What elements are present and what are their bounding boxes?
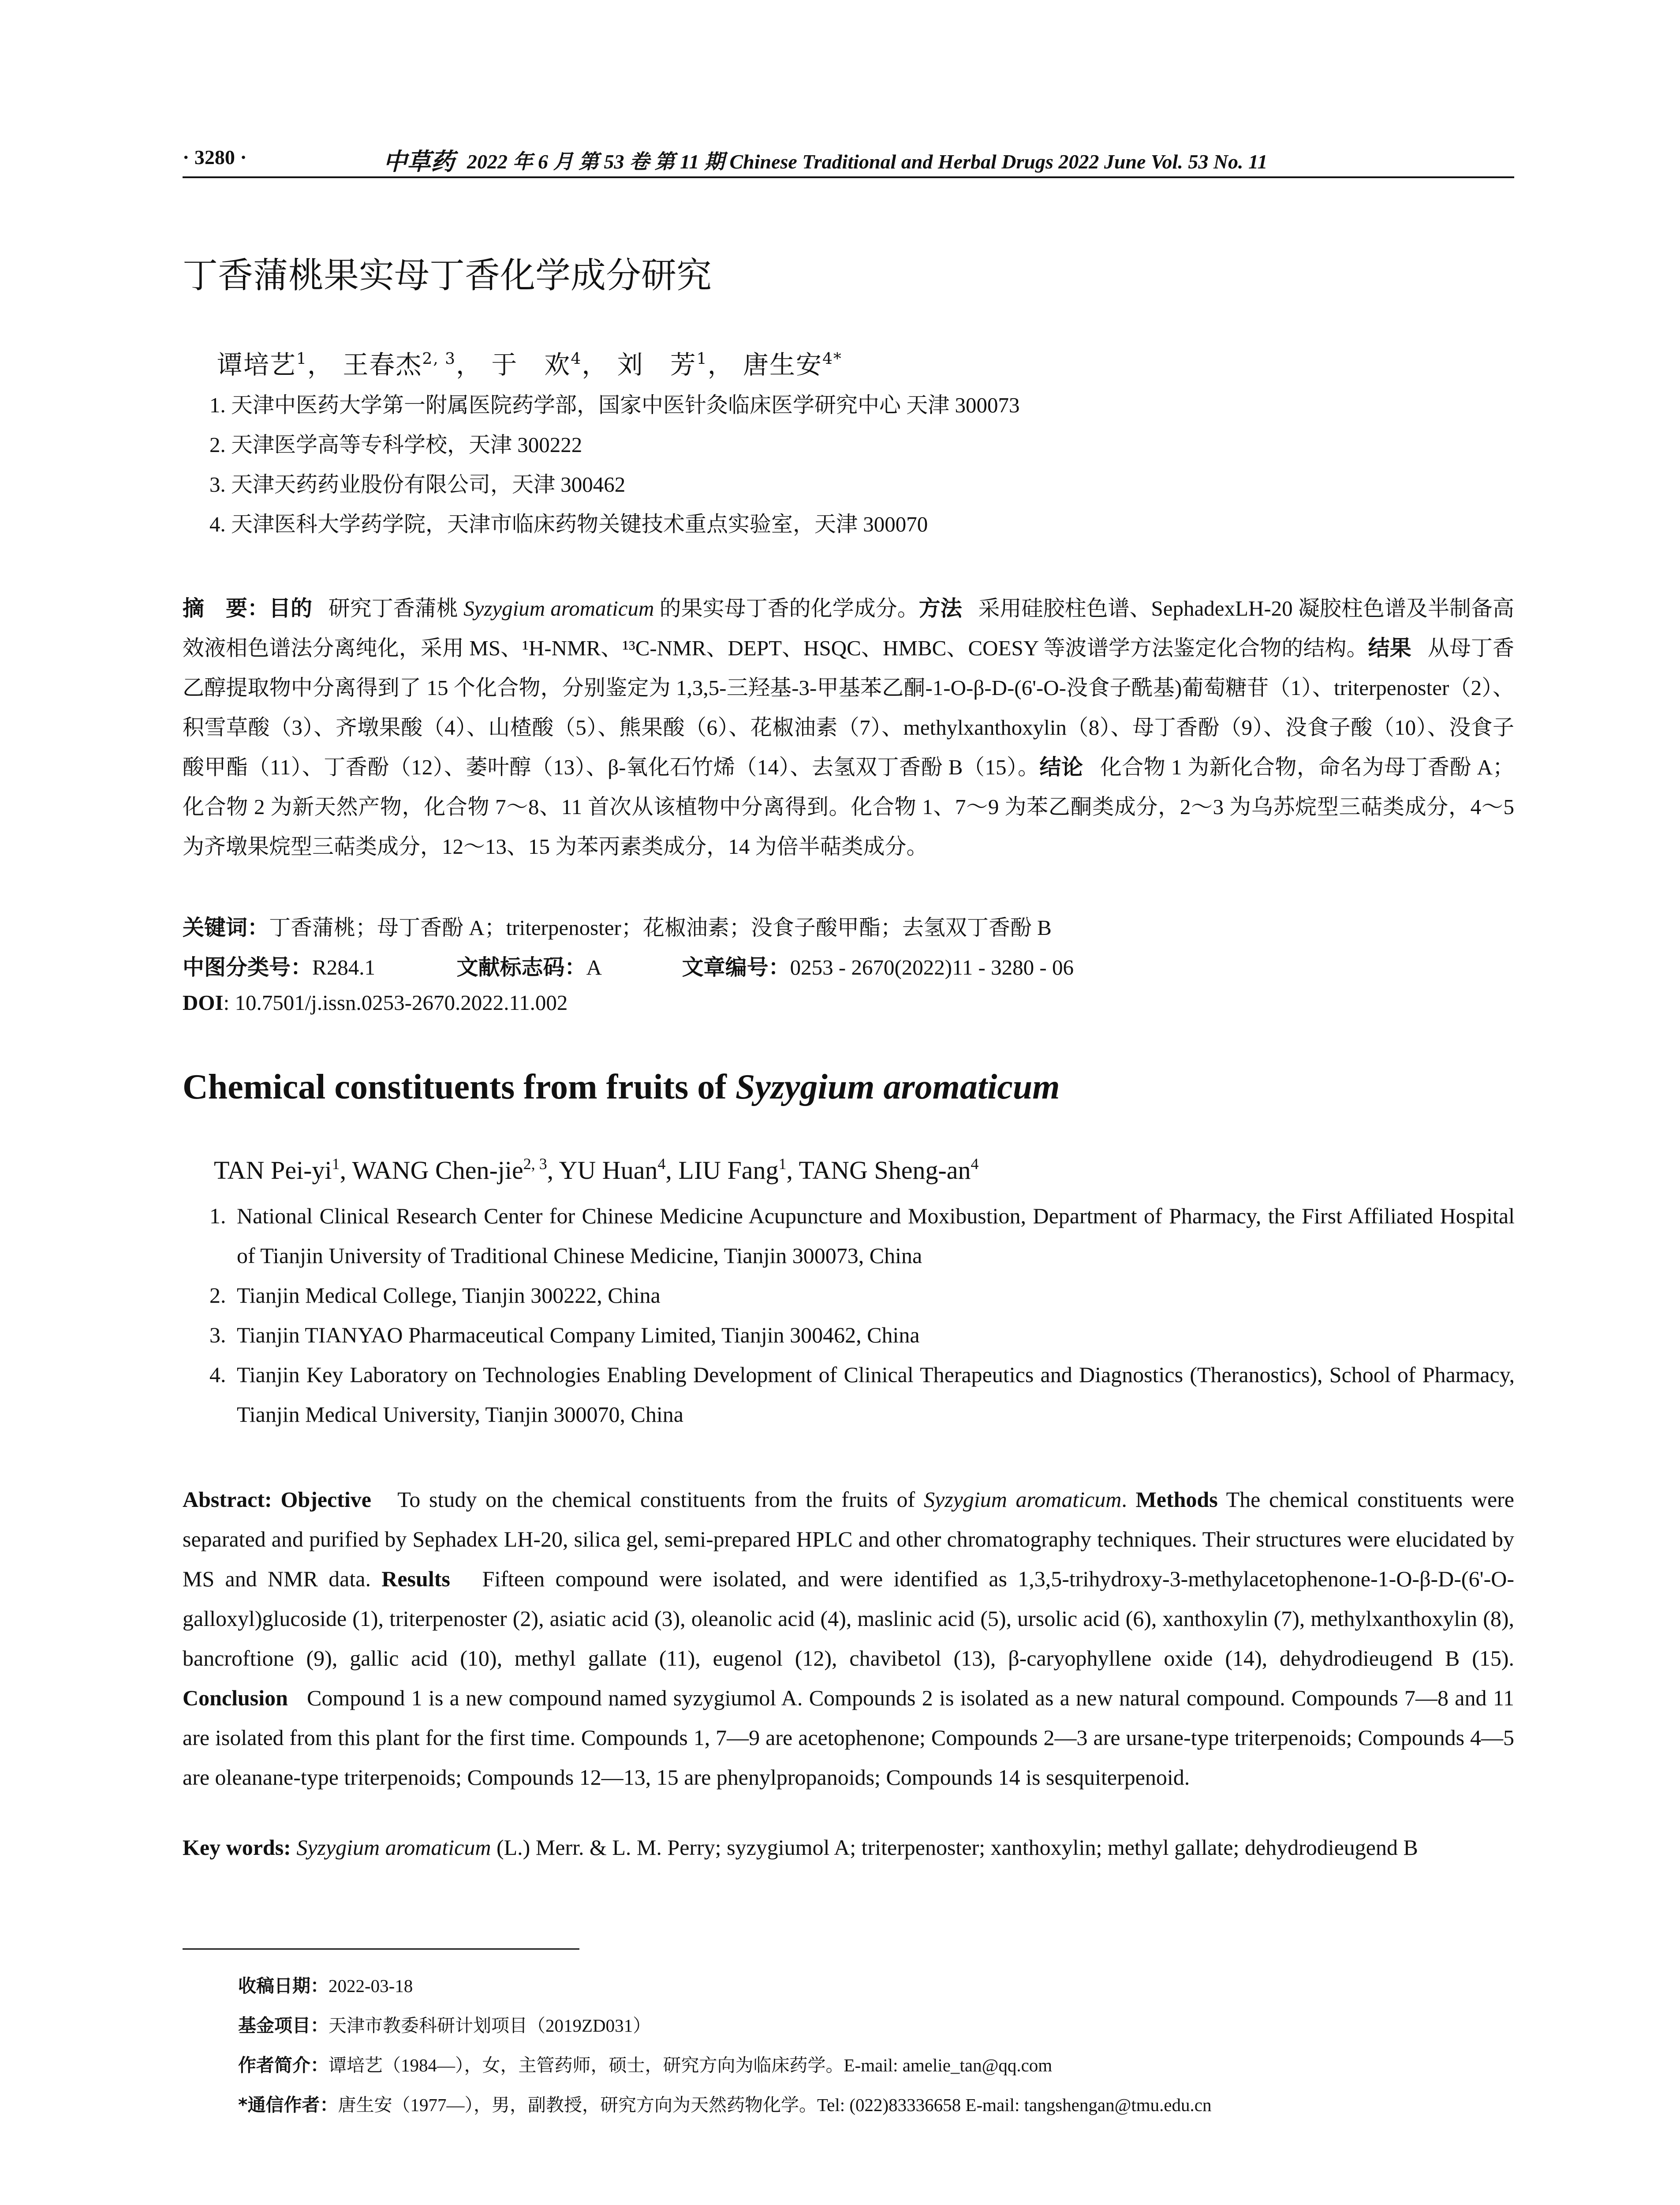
- journal-issue-info: 2022 年 6 月 第 53 卷 第 11 期 Chinese Traditional and Herbal Drugs 2022 June Vol. 53 No. 11: [467, 150, 1268, 173]
- author-cn: 唐生安$^{4*}$: [743, 349, 842, 380]
- author-cn: 王春杰$^{2, 3}$: [343, 349, 456, 380]
- affiliation-en: 1. National Clinical Research Center for Chinese Medicine Acupuncture and Moxibustion, Department of Pharmacy, the First Affiliated Hospital of Tianjin University of Traditional Chinese Medicine, Tianjin 300073, China: [209, 1203, 1515, 1268]
- affiliation-cn: 4. 天津医科大学药学院，天津市临床药物关键技术重点实验室，天津 300070: [209, 512, 928, 536]
- journal-name-cn: 中草药: [383, 147, 455, 176]
- page-number: · 3280 ·: [183, 146, 247, 168]
- author-cn: 刘 芳$^1$: [617, 349, 708, 380]
- affiliation-en: 2. Tianjin Medical College, Tianjin 300222, China: [209, 1283, 661, 1308]
- species-name: Syzygium aromaticum: [735, 1068, 1060, 1106]
- footnote-corresponding: *通信作者：唐生安（1977—），男，副教授，研究方向为天然药物化学。Tel: (022)83336658 E-mail: tangshengan@tmu.edu.cn: [238, 2094, 1212, 2115]
- affiliation-en: 3. Tianjin TIANYAO Pharmaceutical Company Limited, Tianjin 300462, China: [209, 1323, 920, 1347]
- author-en: TAN Pei-$yi^1$: [214, 1155, 340, 1185]
- classification-line: 中图分类号：R284.1 文献标志码：A 文章编号：0253 - 2670(2022)11 - 3280 - 06: [183, 955, 1074, 980]
- footnote-received: 收稿日期：2022-03-18: [238, 1975, 413, 1996]
- methods-label: Methods: [1135, 1487, 1218, 1512]
- keywords-en: Key words: Syzygium aromaticum (L.) Merr. & L. M. Perry; syzygiumol A; triterpenoster; xanthoxylin; methyl gallate; dehydrodieugend B: [183, 1835, 1418, 1860]
- objective-label: 目的: [269, 596, 313, 621]
- abstract-label: 摘 要：: [183, 596, 269, 621]
- abstract-en: Abstract: Objective To study on the chemical constituents from the fruits of Syzygium aromaticum. Methods The chemical constituents were separated and purified by Sephadex LH-20, silica gel, semi-prepared HPLC and other chromatography techniques. Their structures were elucidated by MS and NMR data. Results Fifteen compound were isolated, and were identified as 1,3,5-trihydroxy-3-methylacetophenone-1-O-β-D-(6'-O-galloxyl)glucoside (1), triterpenoster (2), asiatic acid (3), oleanolic acid (4), maslinic acid (5), ursolic acid (6), xanthoxylin (7), methylxanthoxylin (8), bancroftione (9), gallic acid (10), methyl gallate (11), eugenol (12), chavibetol (13), β-caryophyllene oxide (14), dehydrodieugend B (15). Conclusion Compound 1 is a new compound named syzygiumol A. Compounds 2 is isolated as a new natural compound. Compounds 7—8 and 11 are isolated from this plant for the first time. Compounds 1, 7—9 are acetophenone; Compounds 2—3 are ursane-type triterpenoids; Compounds 4—5 are oleanane-type triterpenoids; Compounds 12—13, 15 are phenylpropanoids; Compounds 14 is sesquiterpenoid.: [183, 1487, 1514, 1790]
- author-en: TANG Sheng-$an^4$: [799, 1155, 979, 1185]
- conclusion-label: Conclusion: [183, 1686, 288, 1710]
- title-cn: 丁香蒲桃果实母丁香化学成分研究: [183, 255, 712, 296]
- methods-label: 方法: [918, 596, 962, 621]
- author-en: YU Huan$^4$: [559, 1155, 666, 1185]
- affiliation-cn: 1. 天津中医药大学第一附属医院药学部，国家中医针灸临床医学研究中心 天津 300073: [209, 393, 1020, 417]
- author-cn: 谭培艺$^1$: [217, 349, 307, 380]
- title-en: Chemical constituents from fruits of Syzygium aromaticum: [183, 1068, 1060, 1106]
- results-label: Results: [381, 1566, 450, 1591]
- keywords-cn: 关键词：丁香蒲桃；母丁香酚 A；triterpenoster；花椒油素；没食子酸甲酯；去氢双丁香酚 B: [183, 915, 1052, 940]
- affiliation-cn: 3. 天津天药药业股份有限公司，天津 300462: [209, 472, 626, 497]
- objective-label: Objective: [280, 1487, 371, 1512]
- running-header: [183, 146, 1514, 177]
- species-name: Syzygium aromaticum: [923, 1487, 1122, 1512]
- species-name: Syzygium aromaticum: [463, 596, 654, 620]
- author-en: LIU Fang$^1$: [678, 1155, 787, 1185]
- results-label: 结果: [1368, 635, 1411, 661]
- author-en: WANG Chen-jie$^{2, 3}$: [352, 1155, 547, 1185]
- doi-line: DOI: 10.7501/j.issn.0253-2670.2022.11.002: [183, 990, 568, 1015]
- authors-en: TAN Pei-$yi^1$, WANG Chen-jie$^{2, 3}$, YU Huan$^4$, LIU Fang$^1$, TANG Sheng-$an^4$: [214, 1155, 979, 1185]
- author-cn: 于 欢$^4$: [491, 349, 582, 380]
- abstract-label: Abstract:: [183, 1487, 272, 1512]
- authors-cn: 谭培艺$^1$， 王春杰$^{2, 3}$， 于 欢$^4$， 刘 芳$^1$， 唐生安$^{4*}$: [217, 349, 842, 380]
- affiliation-en: 4. Tianjin Key Laboratory on Technologies Enabling Development of Clinical Therapeutics and Diagnostics (Theranostics), School of Pharmacy, Tianjin Medical University, Tianjin 300070, China: [209, 1362, 1515, 1427]
- footnote-author-bio: 作者简介：谭培艺（1984—），女，主管药师，硕士，研究方向为临床药学。E-mail: amelie_tan@qq.com: [238, 2055, 1053, 2076]
- conclusion-label: 结论: [1039, 755, 1083, 780]
- footnote-rule: [183, 1948, 579, 1950]
- abstract-cn: 摘 要：目的 研究丁香蒲桃 Syzygium aromaticum 的果实母丁香的化学成分。方法 采用硅胶柱色谱、SephadexLH-20 凝胶柱色谱及半制备高效液相色谱法分离纯化，采用 MS、¹H-NMR、¹³C-NMR、DEPT、HSQC、HMBC、COESY 等波谱学方法鉴定化合物的结构。结果 从母丁香乙醇提取物中分离得到了 15 个化合物，分别鉴定为 1,3,5-三羟基-3-甲基苯乙酮-1-O-β-D-(6'-O-没食子酰基)葡萄糖苷（1）、triterpenoster（2）、积雪草酸（3）、齐墩果酸（4）、山楂酸（5）、熊果酸（6）、花椒油素（7）、methylxanthoxylin（8）、母丁香酚（9）、没食子酸（10）、没食子酸甲酯（11）、丁香酚（12）、萎叶醇（13）、β-氧化石竹烯（14）、去氢双丁香酚 B（15）。结论 化合物 1 为新化合物，命名为母丁香酚 A；化合物 2 为新天然产物，化合物 7～8、11 首次从该植物中分离得到。化合物 1、7～9 为苯乙酮类成分，2～3 为乌苏烷型三萜类成分，4～5 为齐墩果烷型三萜类成分，12～13、15 为苯丙素类成分，14 为倍半萜类成分。: [183, 596, 1514, 859]
- affiliation-cn: 2. 天津医学高等专科学校，天津 300222: [209, 433, 582, 457]
- header-rule: [183, 176, 1514, 178]
- footnote-funding: 基金项目：天津市教委科研计划项目（2019ZD031）: [238, 2015, 651, 2036]
